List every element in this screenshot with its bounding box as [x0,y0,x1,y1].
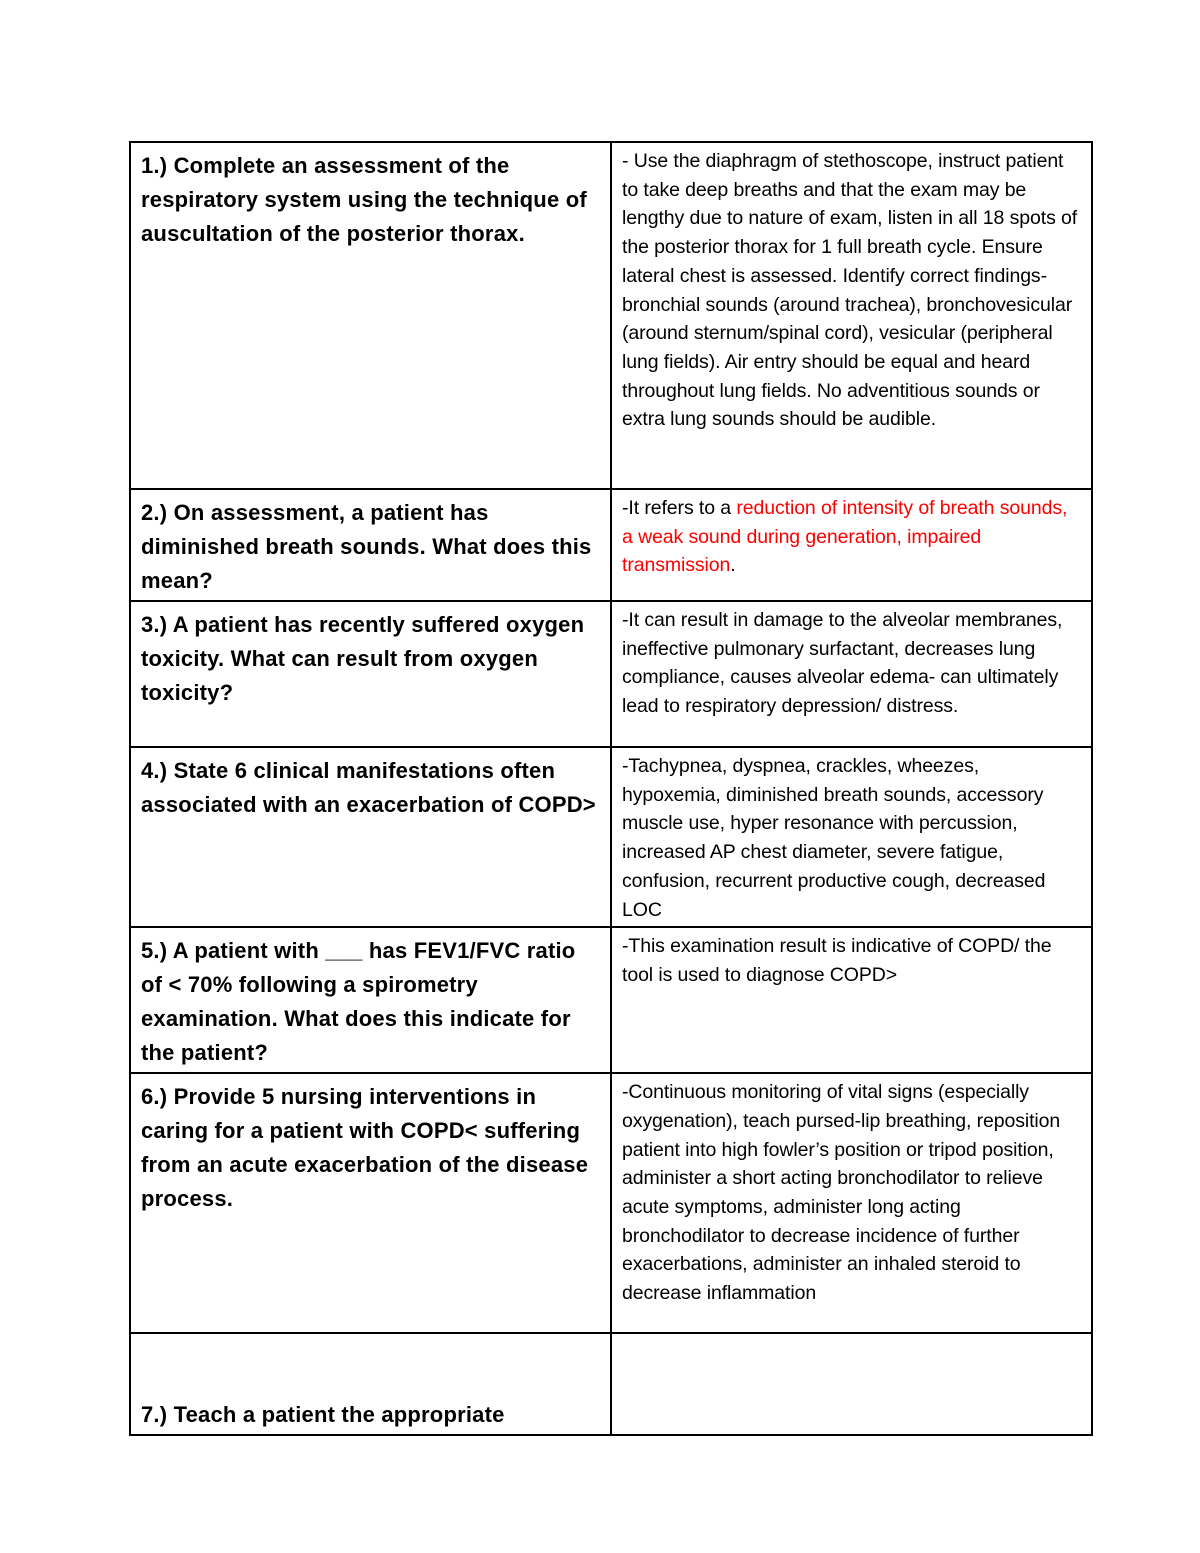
answer-text-suffix: . [730,554,736,577]
question-cell [130,927,611,1073]
question-cell [130,1333,611,1435]
answer-cell [611,1073,1092,1333]
table-row [130,1073,1092,1333]
table-row [130,747,1092,927]
answer-cell [611,927,1092,1073]
question-cell [130,601,611,747]
answer-cell [611,1333,1092,1435]
answer-highlight-text: reduction of intensity of breath sounds, a weak sound during generation, impaired transmission [622,497,1068,577]
question-cell [130,142,611,489]
question-text: 7.) Teach a patient the appropriate [141,1402,505,1428]
table-row [130,927,1092,1073]
answer-cell [611,747,1092,927]
question-text: 6.) Provide 5 nursing interventions in caring for a patient with COPD< suffering from an acute exacerbation of the disease process. [141,1084,589,1212]
question-cell [130,747,611,927]
table-row [130,142,1092,489]
question-cell [130,489,611,601]
answer-text: -This examination result is indicative of COPD/ the tool is used to diagnose COPD> [622,935,1052,986]
qa-table [129,141,1093,1436]
answer-cell [611,489,1092,601]
answer-text: -Continuous monitoring of vital signs (especially oxygenation), teach pursed-lip breathing, reposition patient into high fowler’s position or tripod position, administer a short acting bronchodilator to relieve acute symptoms, administer long acting bronchodilator to decrease incidence of further exacerbations, administer an inhaled steroid to decrease inflammation [622,1081,1061,1305]
question-text: 4.) State 6 clinical manifestations often associated with an exacerbation of COPD> [141,758,596,817]
question-text: 1.) Complete an assessment of the respiratory system using the technique of auscultation of the posterior thorax. [141,153,587,246]
answer-cell [611,142,1092,489]
table-row [130,489,1092,601]
answer-text: - Use the diaphragm of stethoscope, instruct patient to take deep breaths and that the exam may be lengthy due to nature of exam, listen in all 18 spots of the posterior thorax for 1 full breath cycle. Ensure lateral chest is assessed. Identify correct findings- bronchial sounds (around trachea), bronchovesicular (around sternum/spinal cord), vesicular (peripheral lung fields). Air entry should be equal and heard throughout lung fields. No adventitious sounds or extra lung sounds should be audible. [622,150,1078,431]
question-text: 3.) A patient has recently suffered oxygen toxicity. What can result from oxygen toxicity? [141,612,585,705]
question-text: 2.) On assessment, a patient has diminished breath sounds. What does this mean? [141,500,592,593]
answer-text-prefix: -It refers to a [622,497,737,519]
answer-cell [611,601,1092,747]
table-row [130,1333,1092,1435]
question-cell [130,1073,611,1333]
answer-text: -Tachypnea, dyspnea, crackles, wheezes, hypoxemia, diminished breath sounds, accessory muscle use, hyper resonance with percussion, increased AP chest diameter, severe fatigue, confusion, recurrent productive cough, decreased LOC [622,755,1046,921]
answer-text: -It can result in damage to the alveolar membranes, ineffective pulmonary surfactant, decreases lung compliance, causes alveolar edema- can ultimately lead to respiratory depression/ distress. [622,609,1063,718]
table-row [130,601,1092,747]
question-text: 5.) A patient with ___ has FEV1/FVC ratio of < 70% following a spirometry examination. What does this indicate for the patient? [141,938,576,1066]
